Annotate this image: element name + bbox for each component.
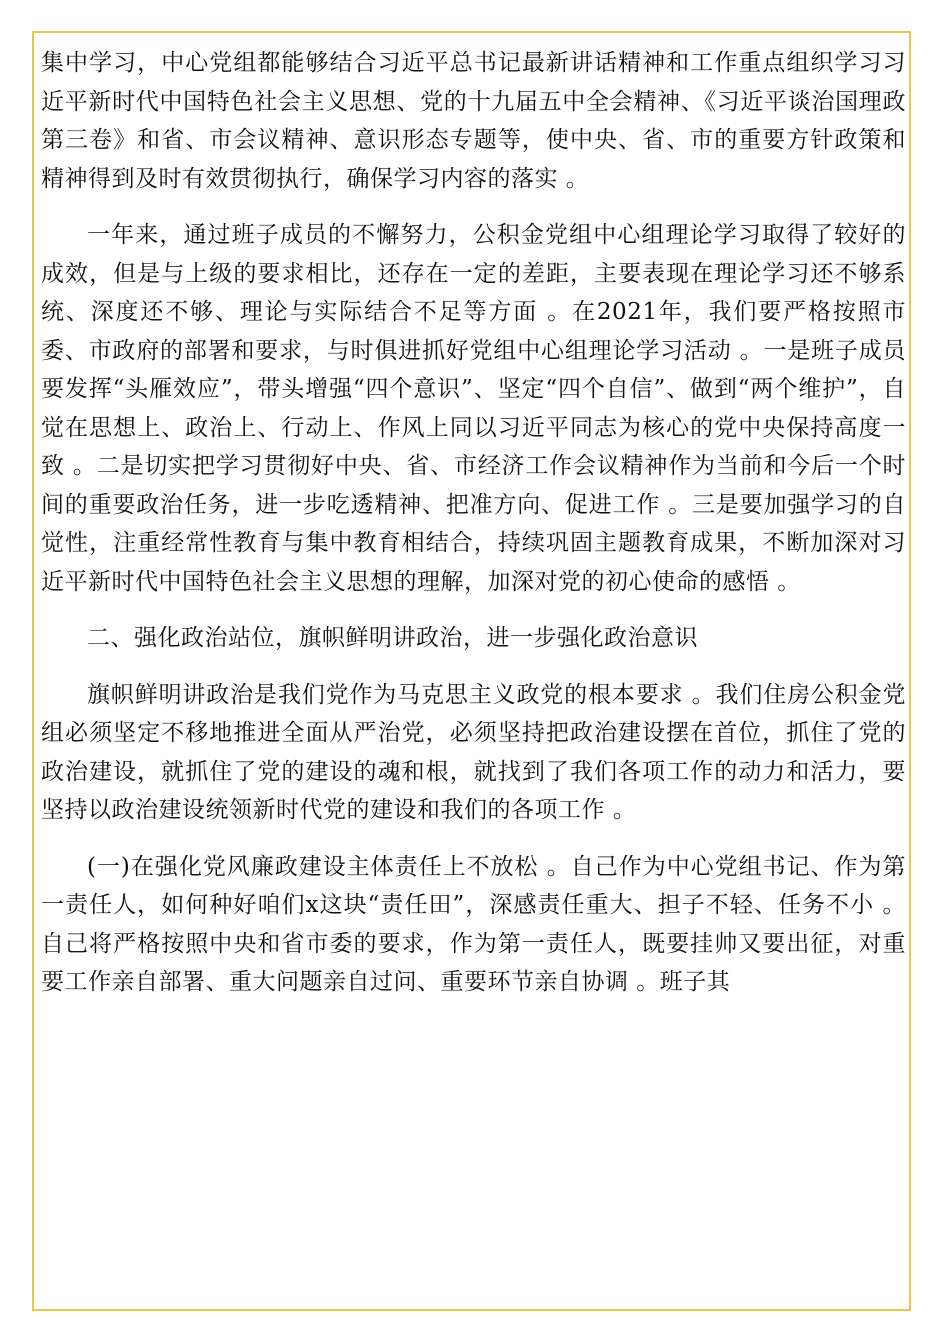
paragraph-1: 集中学习，中心党组都能够结合习近平总书记最新讲话精神和工作重点组织学习习近平新时代中国特色社会主义思想、党的十九届五中全会精神、《习近平谈治国理政第三卷》和省、市会议精神、意识形态专题等，使中央、省、市的重要方针政策和精神得到及时有效贯彻执行，确保学习内容的落实 。 (41, 50, 906, 192)
paragraph-4: (一)在强化党风廉政建设主体责任上不放松 。自己作为中心党组书记、作为第一责任人，如何种好咱们x这块“责任田”，深感责任重大、担子不轻、任务不小 。自己将严格按照中央和省市委的要求，作为第一责任人，既要挂帅又要出征，对重要工作亲自部署、重大问题亲自过问、重要环节亲自协调 。班子其 (41, 853, 906, 995)
paragraph-2: 一年来，通过班子成员的不懈努力，公积金党组中心组理论学习取得了较好的成效，但是与上级的要求相比，还存在一定的差距，主要表现在理论学习还不够系统、深度还不够、理论与实际结合不足等方面 。在2021年，我们要严格按照市委、市政府的部署和要求，与时俱进抓好党组中心组理论学习活动 。一是班子成员要发挥“头雁效应”，带头增强“四个意识”、坚定“四个自信”、做到“两个维护”，自觉在思想上、政治上、行动上、作风上同以习近平同志为核心的党中央保持高度一致 。二是切实把学习贯彻好中央、省、市经济工作会议精神作为当前和今后一个时间的重要政治任务，进一步吃透精神、把准方向、促进工作 。三是要加强学习的自觉性，注重经常性教育与集中教育相结合，持续巩固主题教育成果，不断加深对习近平新时代中国特色社会主义思想的理解，加深对党的初心使命的感悟 。 (41, 222, 906, 595)
document-body (41, 44, 906, 1020)
paragraph-3: 旗帜鲜明讲政治是我们党作为马克思主义政党的根本要求 。我们住房公积金党组必须坚定不移地推进全面从严治党，必须坚持把政治建设摆在首位，抓住了党的政治建设，就抓住了党的建设的魂和根，就找到了我们各项工作的动力和活力，要坚持以政治建设统领新时代党的建设和我们的各项工作 。 (41, 681, 906, 823)
section-heading: 二、强化政治站位，旗帜鲜明讲政治，进一步强化政治意识 (87, 625, 698, 651)
